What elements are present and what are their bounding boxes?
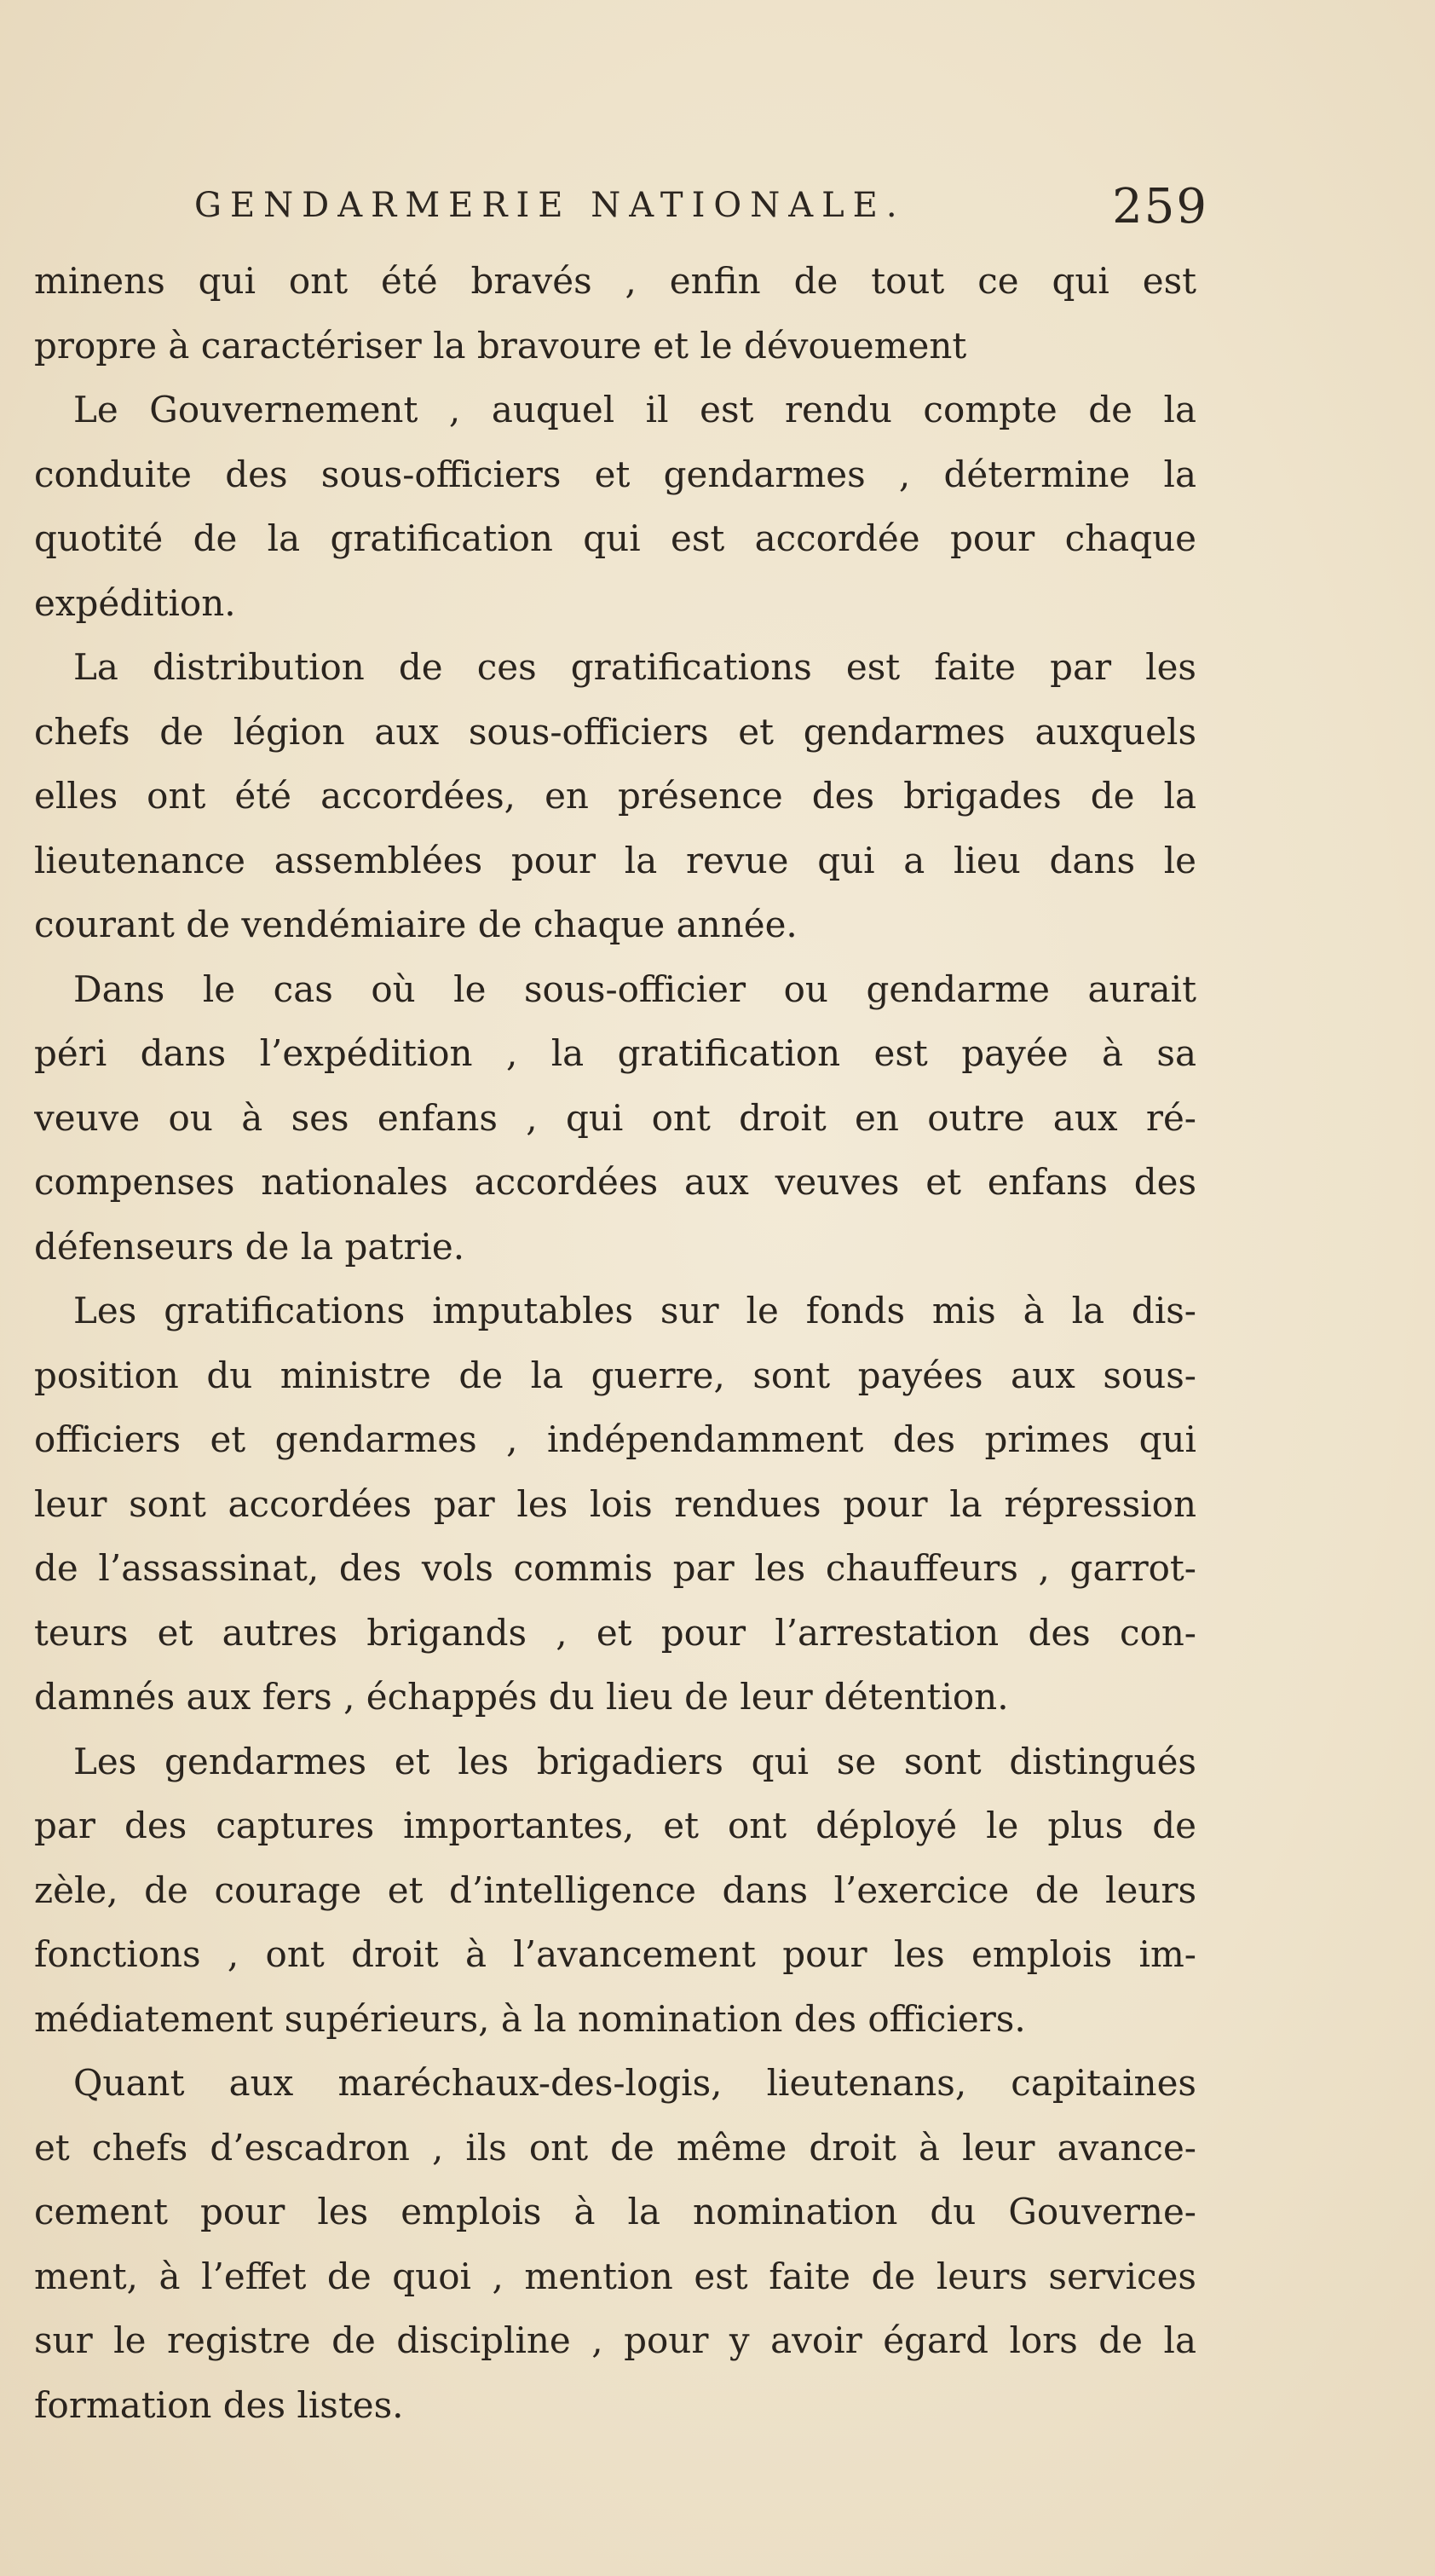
text-line: sur le registre de discipline , pour y avoir égard lors de la xyxy=(34,2319,1196,2361)
text-line: compenses nationales accordées aux veuves et enfans des xyxy=(34,1161,1196,1203)
text-line: médiatement supérieurs, à la nomination des officiers. xyxy=(34,1997,1026,2040)
text-line: Le Gouvernement , auquel il est rendu compte de la xyxy=(73,389,1196,430)
text-line: Dans le cas où le sous-officier ou gendarme aurait xyxy=(73,967,1196,1010)
page-number: 259 xyxy=(1112,179,1208,234)
text-line: par des captures importantes, et ont déployé le plus de xyxy=(34,1805,1196,1846)
body-text xyxy=(34,249,1196,2437)
text-line: lieutenance assemblées pour la revue qui a lieu dans le xyxy=(34,839,1196,881)
text-line: teurs et autres brigands , et pour l’arrestation des con- xyxy=(34,1611,1196,1654)
text-line: conduite des sous-officiers et gendarmes , détermine la xyxy=(34,453,1196,495)
page-header xyxy=(194,179,1208,239)
text-line: de l’assassinat, des vols commis par les chauffeurs , garrot- xyxy=(34,1547,1196,1589)
text-line: expédition. xyxy=(34,581,236,624)
text-line: position du ministre de la guerre, sont payées aux sous- xyxy=(34,1354,1196,1396)
text-line: chefs de légion aux sous-officiers et gendarmes auxquels xyxy=(34,710,1196,753)
text-line: ment, à l’effet de quoi , mention est faite de leurs services xyxy=(34,2255,1196,2297)
text-line: Les gendarmes et les brigadiers qui se sont distingués xyxy=(73,1740,1196,1782)
text-line: damnés aux fers , échappés du lieu de leur détention. xyxy=(34,1676,1009,1718)
text-line: leur sont accordées par les lois rendues pour la répression xyxy=(34,1482,1196,1525)
text-line: cement pour les emplois à la nomination du Gouverne- xyxy=(34,2191,1196,2232)
text-line: défenseurs de la patrie. xyxy=(34,1225,465,1268)
text-line: quotité de la gratification qui est accordée pour chaque xyxy=(34,517,1196,559)
text-line: minens qui ont été bravés , enfin de tout ce qui est xyxy=(34,260,1196,302)
text-line: et chefs d’escadron , ils ont de même droit à leur avance- xyxy=(34,2126,1196,2169)
text-line: veuve ou à ses enfans , qui ont droit en outre aux ré- xyxy=(34,1096,1196,1139)
text-line: La distribution de ces gratifications est faite par les xyxy=(73,646,1196,688)
text-line: courant de vendémiaire de chaque année. xyxy=(34,904,798,945)
running-head: GENDARMERIE NATIONALE. xyxy=(194,186,906,225)
text-line: fonctions , ont droit à l’avancement pour les emplois im- xyxy=(34,1933,1196,1975)
text-line: officiers et gendarmes , indépendamment des primes qui xyxy=(34,1418,1196,1460)
text-line: elles ont été accordées, en présence des brigades de la xyxy=(34,775,1196,817)
text-line: Les gratifications imputables sur le fonds mis à la dis- xyxy=(73,1290,1196,1331)
text-line: zèle, de courage et d’intelligence dans l’exercice de leurs xyxy=(34,1868,1196,1911)
text-line: Quant aux maréchaux-des-logis, lieutenans, capitaines xyxy=(73,2062,1196,2104)
text-line: péri dans l’expédition , la gratification est payée à sa xyxy=(34,1032,1196,1074)
text-line: propre à caractériser la bravoure et le dévouement xyxy=(34,324,967,367)
text-line: formation des listes. xyxy=(34,2383,404,2426)
